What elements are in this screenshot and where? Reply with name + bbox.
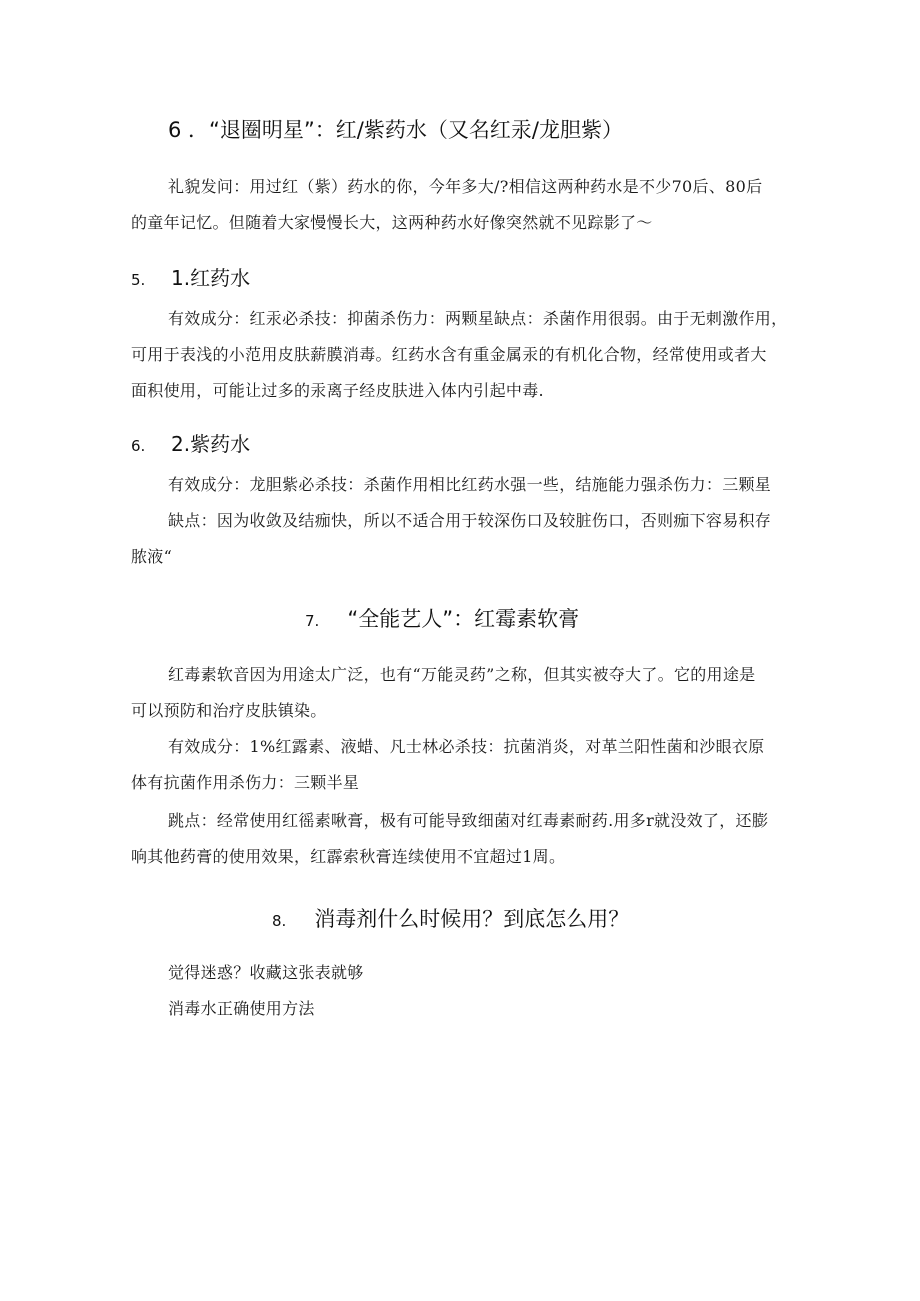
sub-heading-title: 1.红药水 <box>171 266 251 290</box>
section-8-number: 8. <box>272 912 287 930</box>
section-7-title: “全能艺人”：红霉素软膏 <box>347 607 580 631</box>
purple-potion-line-3: 脓液“ <box>131 547 173 566</box>
red-potion-line-3: 面积使用，可能让过多的汞离子经皮肤进入体内引起中毒. <box>131 381 544 400</box>
section-7-heading <box>305 605 579 635</box>
erythromycin-p2-line-2: 体有抗菌作用杀伤力：三颗半星 <box>131 773 360 792</box>
red-potion-line-2: 可用于表浅的小范用皮肤薪膜消毒。红药水含有重金属汞的有机化合物，经常使用或者大 <box>131 345 767 364</box>
section-7-number: 7. <box>305 612 320 630</box>
sub-heading-red-potion <box>131 262 250 291</box>
section-8-title: 消毒剂什么时候用？到底怎么用？ <box>314 907 630 931</box>
erythromycin-p3-line-2: 响其他药膏的使用效果，红霹索秋膏连续使用不宜超过1周。 <box>131 847 566 866</box>
disinfectant-line-2: 消毒水正确使用方法 <box>168 999 315 1018</box>
erythromycin-p1-line-2: 可以预防和治疗皮肤镇染。 <box>131 701 327 720</box>
red-potion-line-1: 有效成分：红汞必杀技：抑菌杀伤力：两颗星缺点：杀菌作用很弱。由于无刺激作用， <box>168 309 788 328</box>
erythromycin-p1-line-1: 红毒素软音因为用途太广泛，也有“万能灵药”之称，但其实被夺大了。它的用途是 <box>168 665 756 684</box>
section-6-heading: 6 ．“退圈明星”：红/紫药水（又名红汞/龙胆紫） <box>168 118 623 142</box>
sub-heading-number: 5. <box>131 271 146 289</box>
erythromycin-p2-line-1: 有效成分：1%红露素、液蜡、凡士林必杀技：抗菌消炎，对革兰阳性菌和沙眼衣原 <box>168 737 765 756</box>
purple-potion-line-2: 缺点：因为收敛及结痂快，所以不适合用于较深伤口及较脏伤口，否则痂下容易积存 <box>168 511 772 530</box>
sub-heading-purple-potion <box>131 428 250 457</box>
section-6-intro-line-1: 礼貌发问：用过红（紫）药水的你，今年多大/?相信这两种药水是不少70后、80后 <box>168 177 763 196</box>
purple-potion-line-1: 有效成分：龙胆紫必杀技：杀菌作用相比红药水强一些，结施能力强杀伤力：三颗星 <box>168 475 772 494</box>
section-6-intro-line-2: 的童年记忆。但随着大家慢慢长大，这两种药水好像突然就不见踪影了～ <box>131 213 653 232</box>
sub-heading-title: 2.紫药水 <box>171 432 251 456</box>
disinfectant-line-1: 觉得迷惑？收藏这张表就够 <box>168 963 364 982</box>
section-8-heading <box>272 905 629 935</box>
sub-heading-number: 6. <box>131 437 146 455</box>
erythromycin-p3-line-1: 跳点：经常使用红徭素啾膏，极有可能导致细菌对红毒素耐药.用多r就没效了，还膨 <box>168 811 769 830</box>
